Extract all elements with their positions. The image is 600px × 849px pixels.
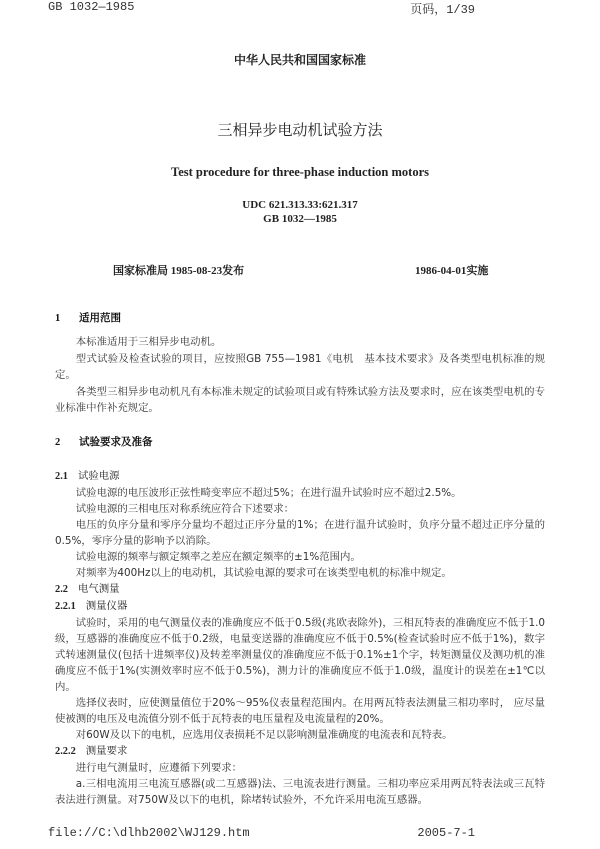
subsection-title: 试验电源 <box>78 470 120 482</box>
header-page-indicator: 页码，1/39 <box>410 3 475 17</box>
section-2 <box>55 434 545 451</box>
paragraph: 选择仪表时，应使测量值位于20%～95%仪表量程范围内。在用两瓦特表法测量三相功率时， 应尽量使被测的电压及电流值分别不低于瓦特表的电压量程及电流量程的20%。 <box>55 697 545 725</box>
paragraph: 对频率为400Hz以上的电动机，其试验电源的要求可在该类型电机的标准中规定。 <box>75 567 452 579</box>
header-doc-code: GB 1032—1985 <box>48 0 135 14</box>
national-standard-heading: 中华人民共和国国家标准 <box>233 53 366 67</box>
subsection-number: 2.2.1 <box>55 601 76 612</box>
subsection-heading <box>55 598 545 615</box>
subsection-title: 电气测量 <box>78 583 120 595</box>
subsection-title: 测量仪器 <box>85 600 128 612</box>
section-heading <box>55 310 545 327</box>
section-2-1 <box>55 468 545 808</box>
subsection-title: 测量要求 <box>85 745 128 757</box>
section-1 <box>55 310 545 327</box>
paragraph: 试验电源的频率与额定频率之差应在额定频率的±1%范围内。 <box>75 551 361 563</box>
gb-number: GB 1032—1985 <box>263 213 337 225</box>
section-title: 适用范围 <box>79 312 121 324</box>
section-number: 1 <box>55 313 61 324</box>
subsection-number: 2.2 <box>55 584 68 595</box>
paragraph: 试验电源的三相电压对称系统应符合下述要求： <box>75 503 294 515</box>
issue-date: 国家标准局 1985-08-23发布 <box>113 265 245 277</box>
paragraph: 对60W及以下的电机，应选用仪表损耗不足以影响测量准确度的电流表和瓦特表。 <box>75 729 453 741</box>
document-title-cn: 三相异步电动机试验方法 <box>217 121 383 139</box>
subsection-heading <box>55 743 545 760</box>
footer-date: 2005-7-1 <box>417 826 475 840</box>
paragraph: 型式试验及检查试验的项目，应按照GB 755—1981《电机 基本技术要求》及各类型电机标准的规定。 <box>55 353 545 381</box>
paragraph: 本标准适用于三相异步电动机。 <box>75 336 222 348</box>
subsection-heading <box>55 581 545 598</box>
section-number: 2 <box>55 437 61 448</box>
section-title: 试验要求及准备 <box>79 436 153 448</box>
paragraph: 各类型三相异步电动机凡有本标准未规定的试验项目或有特殊试验方法及要求时，应在该类型电机的专业标准中作补充规定。 <box>55 386 545 414</box>
udc-code: UDC 621.313.33:621.317 <box>242 199 358 211</box>
section-1-body <box>55 334 545 416</box>
paragraph: 试验时，采用的电气测量仪表的准确度应不低于0.5级(兆欧表除外)，三相瓦特表的准确度应不低于1.0级，互感器的准确度应不低于0.2级，电量变送器的准确度应不低于0.5%(检查试验时应不低于1%)，数字式转速测量仪(包括十进频率仪)及转差率测量仪的准确度应不低于0.1%±1个字，转矩测量仪及测功机的准确度应不低于1%(实测效率时应不低于0.5%)，测力计的准确度应不低于1.0级，温度计的误差在±1℃以内。 <box>55 617 545 693</box>
paragraph: a.三相电流用三电流互感器(或二互感器)法、三电流表进行测量。三相功率应采用两瓦特表法或三瓦特表法进行测量。对750W及以下的电机，除堵转试验外，不允许采用电流互感器。 <box>55 778 545 806</box>
paragraph: 电压的负序分量和零序分量均不超过正序分量的1%；在进行温升试验时，负序分量不超过正序分量的0.5%，零序分量的影响予以消除。 <box>55 519 545 547</box>
subsection-number: 2.2.2 <box>55 746 76 757</box>
effective-date: 1986-04-01实施 <box>415 265 489 277</box>
document-title-en: Test procedure for three-phase induction motors <box>171 165 429 179</box>
footer-file-path: file://C:\dlhb2002\WJ129.htm <box>48 826 250 840</box>
paragraph: 进行电气测量时，应遵循下列要求： <box>75 762 243 774</box>
section-heading <box>55 434 545 451</box>
paragraph: 试验电源的电压波形正弦性畸变率应不超过5%；在进行温升试验时应不超过2.5%。 <box>75 487 462 499</box>
subsection-heading <box>55 468 545 485</box>
subsection-number: 2.1 <box>55 471 68 482</box>
